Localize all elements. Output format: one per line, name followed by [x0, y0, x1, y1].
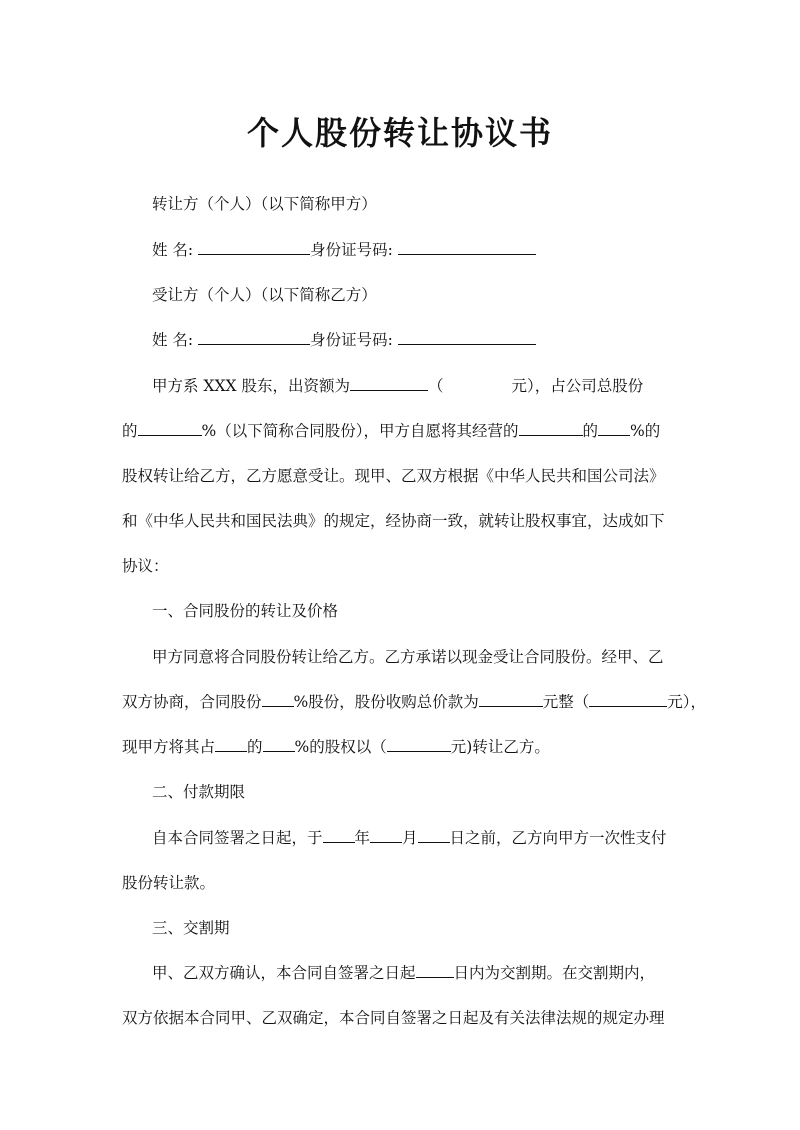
contract-percent-field[interactable]: [262, 690, 294, 707]
intro-text: 元），占公司总股份: [511, 377, 644, 395]
intro-text: %的: [630, 422, 661, 440]
section2-text: 月: [402, 829, 418, 847]
transferee-header: 受让方（个人）（以下简称乙方）: [152, 286, 377, 304]
company-percent-field[interactable]: [598, 419, 630, 436]
handover-days-field[interactable]: [416, 961, 454, 978]
intro-text: %（以下简称合同股份），甲方自愿将其经营的: [201, 422, 519, 440]
intro-line-5: 协议：: [122, 557, 169, 575]
section3-line-1: [122, 961, 722, 985]
intro-line-3: 股权转让给乙方，乙方愿意受让。现甲、乙双方根据《中华人民共和国公司法》: [122, 467, 665, 485]
section2-text: 自本合同签署之日起，于: [152, 829, 323, 847]
section1-text: 的: [247, 738, 263, 756]
section2-text: 日之前，乙方向甲方一次性支付: [449, 829, 667, 847]
intro-line-2: [122, 419, 692, 443]
transferor-header: 转让方（个人）（以下简称甲方）: [152, 195, 377, 213]
intro-line-1: [122, 374, 722, 398]
intro-text: 的: [122, 422, 138, 440]
section1-line-1: 甲方同意将合同股份转让给乙方。乙方承诺以现金受让合同股份。经甲、乙: [152, 648, 664, 666]
held-company-field[interactable]: [215, 735, 247, 752]
section1-text: %的股权以（: [294, 738, 387, 756]
payment-year-field[interactable]: [323, 826, 355, 843]
share-percent-field[interactable]: [138, 419, 202, 436]
transfer-price-field[interactable]: [387, 735, 451, 752]
capital-amount-field[interactable]: [350, 374, 428, 391]
total-price-field[interactable]: [479, 690, 543, 707]
transferee-fields-row: [122, 328, 722, 352]
transferor-fields-row: [122, 238, 722, 262]
section1-text: 元整（: [542, 693, 590, 711]
section3-text: 日内为交割期。在交割期内，: [453, 964, 656, 982]
section1-text: %股份，股份收购总价款为: [293, 693, 479, 711]
transferor-name-field[interactable]: [198, 238, 310, 255]
transferee-id-field[interactable]: [398, 328, 536, 345]
section1-text: 元)转让乙方。: [450, 738, 550, 756]
intro-text: 的: [582, 422, 599, 440]
section3-line-2: 双方依据本合同甲、乙双确定，本合同自签署之日起及有关法律法规的规定办理: [122, 1009, 665, 1027]
intro-line-4: 和《中华人民共和国民法典》的规定，经协商一致，就转让股权事宜，达成如下: [122, 512, 665, 530]
section1-text: 现甲方将其占: [122, 738, 216, 756]
held-percent-field[interactable]: [263, 735, 295, 752]
total-price-numeric-field[interactable]: [589, 690, 667, 707]
name-label: 姓 名:: [152, 331, 199, 349]
name-label: 姓 名:: [152, 241, 199, 259]
company-name-field[interactable]: [519, 419, 583, 436]
intro-text: （: [427, 377, 444, 395]
section1-text: 元），: [667, 693, 707, 711]
section2-line-2: 股份转让款。: [122, 874, 216, 892]
section3-heading: 三、交割期: [152, 919, 230, 937]
id-label: 身份证号码:: [310, 331, 398, 349]
section2-text: 年: [354, 829, 371, 847]
section1-heading: 一、合同股份的转让及价格: [152, 602, 339, 620]
section1-text: 双方协商，合同股份: [122, 693, 262, 711]
intro-text: 甲方系 XXX 股东，出资额为: [152, 377, 350, 395]
transferor-id-field[interactable]: [398, 238, 536, 255]
payment-month-field[interactable]: [370, 826, 402, 843]
document-title: 个人股份转让协议书: [246, 114, 553, 152]
payment-day-field[interactable]: [418, 826, 450, 843]
section2-heading: 二、付款期限: [152, 783, 246, 801]
section3-text: 甲、乙双方确认，本合同自签署之日起: [152, 964, 416, 982]
section1-line-2: [122, 690, 707, 714]
id-label: 身份证号码:: [310, 241, 398, 259]
section2-line-1: [122, 826, 722, 850]
transferee-name-field[interactable]: [198, 328, 310, 345]
section1-line-3: [122, 735, 692, 759]
